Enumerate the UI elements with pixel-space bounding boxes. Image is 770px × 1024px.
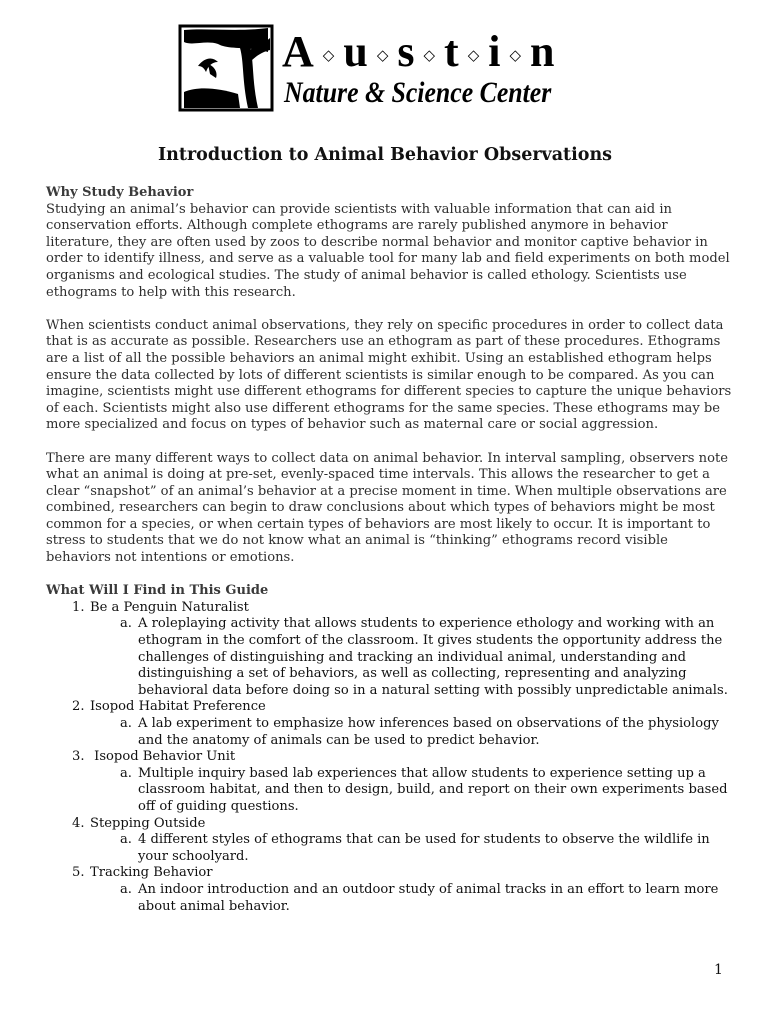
section-heading-guide-contents: What Will I Find in This Guide bbox=[46, 583, 269, 599]
list-item: 4. Stepping Outside bbox=[72, 815, 206, 831]
list-item-description: a. Multiple inquiry based lab experiences that allow students to experience setting up a classroom habitat, and then to design, build, and report on their own experiments based off of guiding questions. bbox=[120, 765, 728, 814]
tree-and-bird-emblem-icon bbox=[178, 22, 276, 114]
page-title: Introduction to Animal Behavior Observations bbox=[157, 145, 613, 165]
page-number: 1 bbox=[714, 962, 723, 978]
paragraph: There are many different ways to collect data on animal behavior. In interval sampling, observers note what an animal is doing at pre-set, evenly-spaced time intervals. This allows the researcher to get a clear “snapshot” of an animal’s behavior at a precise moment in time. When multiple observations are combined, researchers can begin to draw conclusions about which types of behaviors might be most common for a species, or when certain types of behaviors are most likely to occur. It is important to stress to students that we do not know what an animal is “thinking” ethograms record visible behaviors not intentions or emotions. bbox=[46, 450, 728, 566]
list-item-description: a. A lab experiment to emphasize how inferences based on observations of the physiology and the anatomy of animals can be used to predict behavior. bbox=[120, 716, 719, 748]
document-body bbox=[46, 185, 736, 915]
section-heading-why-study-behavior: Why Study Behavior bbox=[46, 185, 194, 200]
logo-subtitle: Nature & Science Center bbox=[284, 76, 552, 109]
list-item: 1. Be a Penguin Naturalist bbox=[72, 599, 249, 615]
list-item-description: a. A roleplaying activity that allows students to experience ethology and working with an ethogram in the comfort of the classroom. It gives students the opportunity address the challenges of distinguishing and tracking an individual animal, understanding and distinguishing a set of behaviors, as well as collecting, representing and analyzing behavioral data before doing so in a natural setting with possibly unpredictable animals. bbox=[120, 616, 728, 698]
logo-wordmark: A ◇ u ◇ s ◇ t ◇ i ◇ n bbox=[282, 27, 556, 76]
list-item: 3. Isopod Behavior Unit bbox=[72, 749, 236, 765]
list-item-description: a. 4 different styles of ethograms that can be used for students to observe the wildlife in your schoolyard. bbox=[120, 832, 710, 864]
guide-contents-list bbox=[46, 600, 736, 915]
list-item: 5. Tracking Behavior bbox=[72, 865, 213, 881]
list-item: 2. Isopod Habitat Preference bbox=[72, 699, 266, 715]
paragraph: When scientists conduct animal observations, they rely on specific procedures in order to collect data that is as accurate as possible. Researchers use an ethogram as part of these procedures. Ethograms are a list of all the possible behaviors an animal might exhibit. Using an established ethogram helps ensure the data collected by lots of different scientists is similar enough to be compared. As you can imagine, scientists might use different ethograms for different species to capture the unique behaviors of each. Scientists might also use different ethograms for the same species. These ethograms may be more specialized and focus on types of behavior such as maternal care or social aggression. bbox=[46, 317, 732, 433]
list-item-description: a. An indoor introduction and an outdoor study of animal tracks in an effort to learn more about animal behavior. bbox=[120, 881, 719, 914]
paragraph: Studying an animal’s behavior can provide scientists with valuable information that can aid in conservation efforts. Although complete ethograms are rarely published anymore in behavior literature, they are often used by zoos to describe normal behavior and monitor captive behavior in order to identify illness, and serve as a valuable tool for many lab and field experiments on both model organisms and ecological studies. The study of animal behavior is called ethology. Scientists use ethograms to help with this research. bbox=[46, 201, 730, 300]
austin-nature-science-center-logo bbox=[178, 22, 598, 122]
